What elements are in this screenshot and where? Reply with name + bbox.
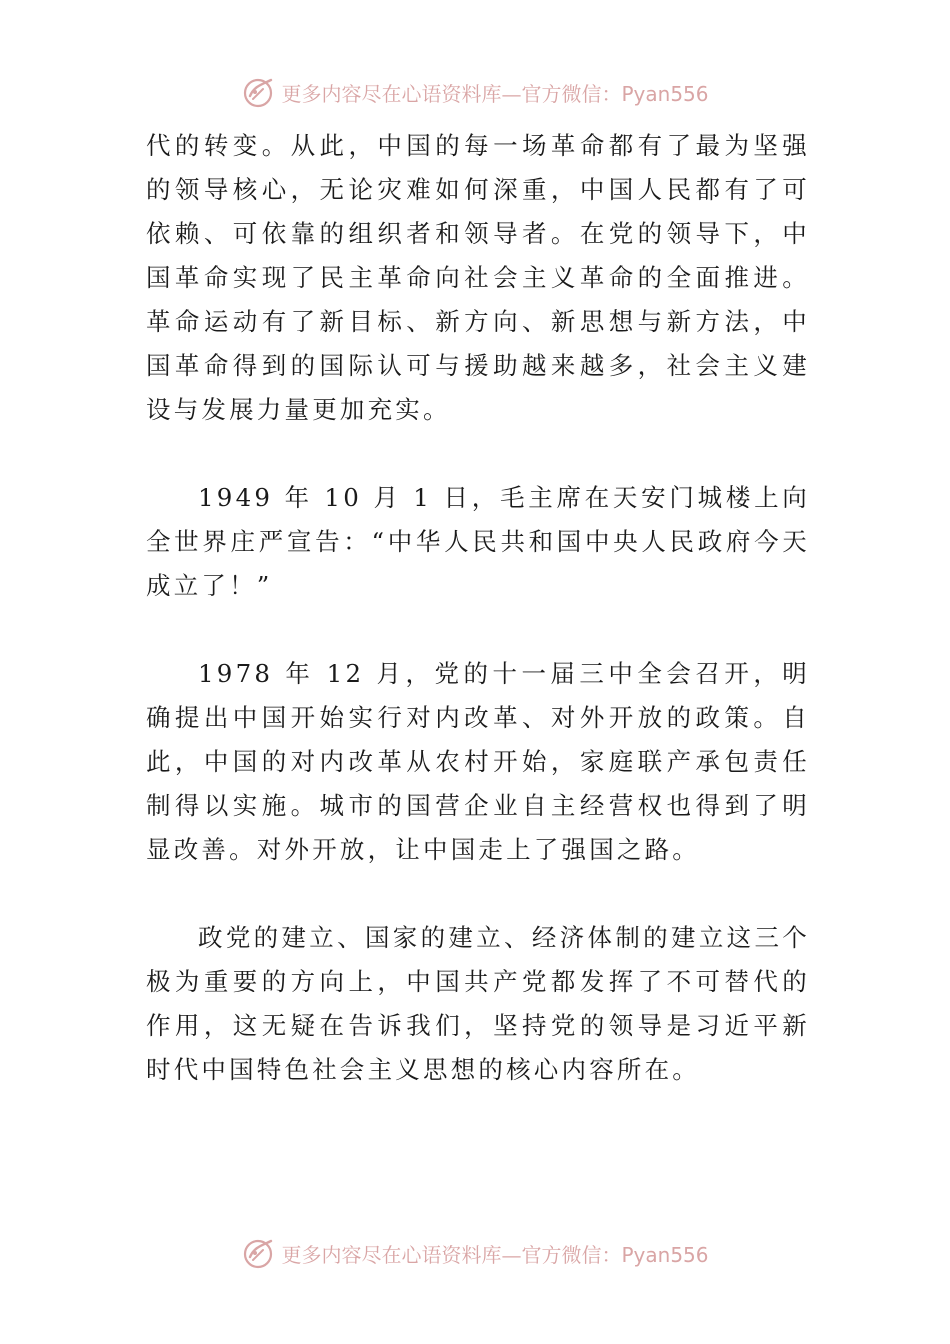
watermark-text: 更多内容尽在心语资料库—官方微信：Pyan556 bbox=[281, 1242, 709, 1267]
watermark-logo-icon bbox=[241, 74, 277, 110]
paragraph-4: 政党的建立、国家的建立、经济体制的建立这三个极为重要的方向上，中国共产党都发挥了不可替代的作用，这无疑在告诉我们，坚持党的领导是习近平新时代中国特色社会主义思想的核心内容所在。 bbox=[146, 923, 810, 1084]
watermark-text: 更多内容尽在心语资料库—官方微信：Pyan556 bbox=[281, 81, 709, 106]
footer-watermark bbox=[0, 1233, 950, 1273]
document-body bbox=[146, 124, 810, 1092]
watermark-logo-icon bbox=[241, 1235, 277, 1271]
header-watermark bbox=[0, 72, 950, 112]
paragraph-2: 1949 年 10 月 1 日，毛主席在天安门城楼上向全世界庄严宣告：“中华人民共和国中央人民政府今天成立了！” bbox=[146, 483, 810, 600]
paragraph-3: 1978 年 12 月，党的十一届三中全会召开，明确提出中国开始实行对内改革、对外开放的政策。自此，中国的对内改革从农村开始，家庭联产承包责任制得以实施。城市的国营企业自主经营权也得到了明显改善。对外开放，让中国走上了强国之路。 bbox=[146, 659, 810, 864]
paragraph-1: 代的转变。从此，中国的每一场革命都有了最为坚强的领导核心，无论灾难如何深重，中国人民都有了可依赖、可依靠的组织者和领导者。在党的领导下，中国革命实现了民主革命向社会主义革命的全面推进。革命运动有了新目标、新方向、新思想与新方法，中国革命得到的国际认可与援助越来越多，社会主义建设与发展力量更加充实。 bbox=[146, 131, 810, 424]
